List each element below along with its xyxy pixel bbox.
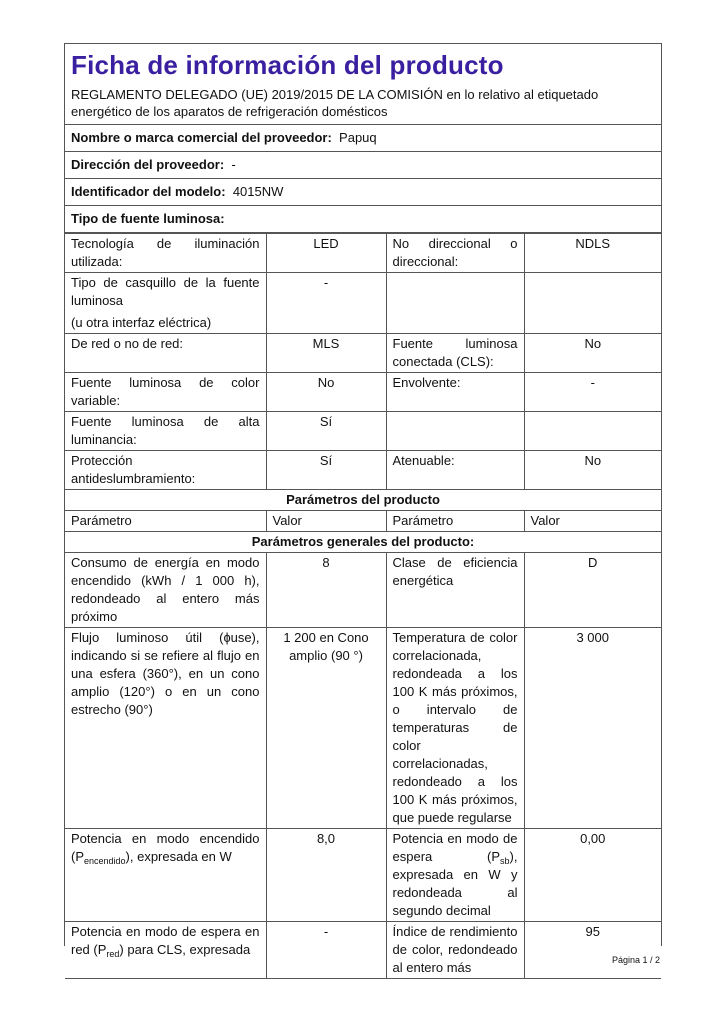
param-value: 8,0	[266, 829, 386, 922]
table-row	[65, 628, 661, 829]
column-header: Valor	[524, 511, 661, 532]
param-label: Fuente luminosa conectada (CLS):	[386, 334, 524, 373]
param-value: -	[266, 273, 386, 334]
param-value: Sí	[266, 451, 386, 490]
section-heading-row	[65, 532, 661, 553]
column-header-row	[65, 511, 661, 532]
regulation-text: REGLAMENTO DELEGADO (UE) 2019/2015 DE LA COMISIÓN en lo relativo al etiquetado energético de los aparatos de refrigeración domésticos	[65, 82, 661, 125]
param-label: Consumo de energía en modo encendido (kWh / 1 000 h), redondeado al entero más próximo	[65, 553, 266, 628]
light-source-type-heading: Tipo de fuente luminosa:	[65, 206, 661, 233]
table-row	[65, 373, 661, 412]
supplier-value: Papuq	[339, 130, 377, 145]
param-value	[524, 412, 661, 451]
param-value: LED	[266, 234, 386, 273]
param-value	[524, 273, 661, 334]
address-value: -	[231, 157, 236, 172]
param-label: Temperatura de color correlacionada, redondeada a los 100 K más próximos, o intervalo de temperaturas de color correlacionadas, redondeado a los 100 K más próximos, que puede regularse	[386, 628, 524, 829]
param-label: De red o no de red:	[65, 334, 266, 373]
table-row	[65, 922, 661, 979]
param-value: No	[524, 334, 661, 373]
param-label: Clase de eficiencia energética	[386, 553, 524, 628]
param-label: Fuente luminosa de color variable:	[65, 373, 266, 412]
param-value: 0,00	[524, 829, 661, 922]
supplier-label: Nombre o marca comercial del proveedor:	[71, 130, 332, 145]
param-value: D	[524, 553, 661, 628]
param-label: Potencia en modo encendido $(P_{encendido})$, expresada en W	[65, 829, 266, 922]
param-label: Potencia en modo de espera $(P_{sb})$, expresada en W y redondeada al segundo decimal	[386, 829, 524, 922]
column-header: Valor	[266, 511, 386, 532]
param-value: No	[266, 373, 386, 412]
column-header: Parámetro	[65, 511, 266, 532]
table-row	[65, 273, 661, 334]
model-label: Identificador del modelo:	[71, 184, 226, 199]
page-title: Ficha de información del producto	[71, 50, 504, 80]
param-label: Fuente luminosa de alta luminancia:	[65, 412, 266, 451]
param-label: Tecnología de iluminación utilizada:	[65, 234, 266, 273]
param-label: Índice de rendimiento de color, redondeado al entero más	[386, 922, 524, 979]
param-value: Sí	[266, 412, 386, 451]
param-label	[386, 273, 524, 334]
product-params-heading: Parámetros del producto	[65, 490, 661, 511]
param-label: No direccional o direccional:	[386, 234, 524, 273]
param-label: Potencia en modo de espera en red $(P_{red})$ para CLS, expresada	[65, 922, 266, 979]
general-params-heading: Parámetros generales del producto:	[65, 532, 661, 553]
param-value: NDLS	[524, 234, 661, 273]
param-value: -	[524, 373, 661, 412]
page-number: Página 1 / 2	[612, 955, 661, 965]
address-label: Dirección del proveedor:	[71, 157, 225, 172]
param-value: No	[524, 451, 661, 490]
address-row	[65, 152, 661, 179]
param-label: Tipo de casquillo de la fuente luminosa (u otra interfaz eléctrica)	[65, 273, 266, 334]
column-header: Parámetro	[386, 511, 524, 532]
param-label: Envolvente:	[386, 373, 524, 412]
table-row	[65, 553, 661, 628]
param-label: Flujo luminoso útil (ɸuse), indicando si se refiere al flujo en una esfera (360°), en un cono amplio (120°) o en un cono estrecho (90°)	[65, 628, 266, 829]
model-value: 4015NW	[232, 184, 284, 199]
param-value: -	[266, 922, 386, 979]
param-label: Protección antideslumbramiento:	[65, 451, 266, 490]
model-row	[65, 179, 661, 206]
section-heading-row	[65, 490, 661, 511]
param-value: 1 200 en Cono amplio (90 °)	[266, 628, 386, 829]
light-source-table	[65, 233, 661, 979]
table-row	[65, 234, 661, 273]
supplier-row	[65, 125, 661, 152]
param-value: MLS	[266, 334, 386, 373]
table-row	[65, 451, 661, 490]
param-value: 3 000	[524, 628, 661, 829]
param-label: Atenuable:	[386, 451, 524, 490]
table-row	[65, 412, 661, 451]
param-value: 8	[266, 553, 386, 628]
param-value: 95	[524, 922, 661, 979]
table-row	[65, 829, 661, 922]
param-label	[386, 412, 524, 451]
table-row	[65, 334, 661, 373]
